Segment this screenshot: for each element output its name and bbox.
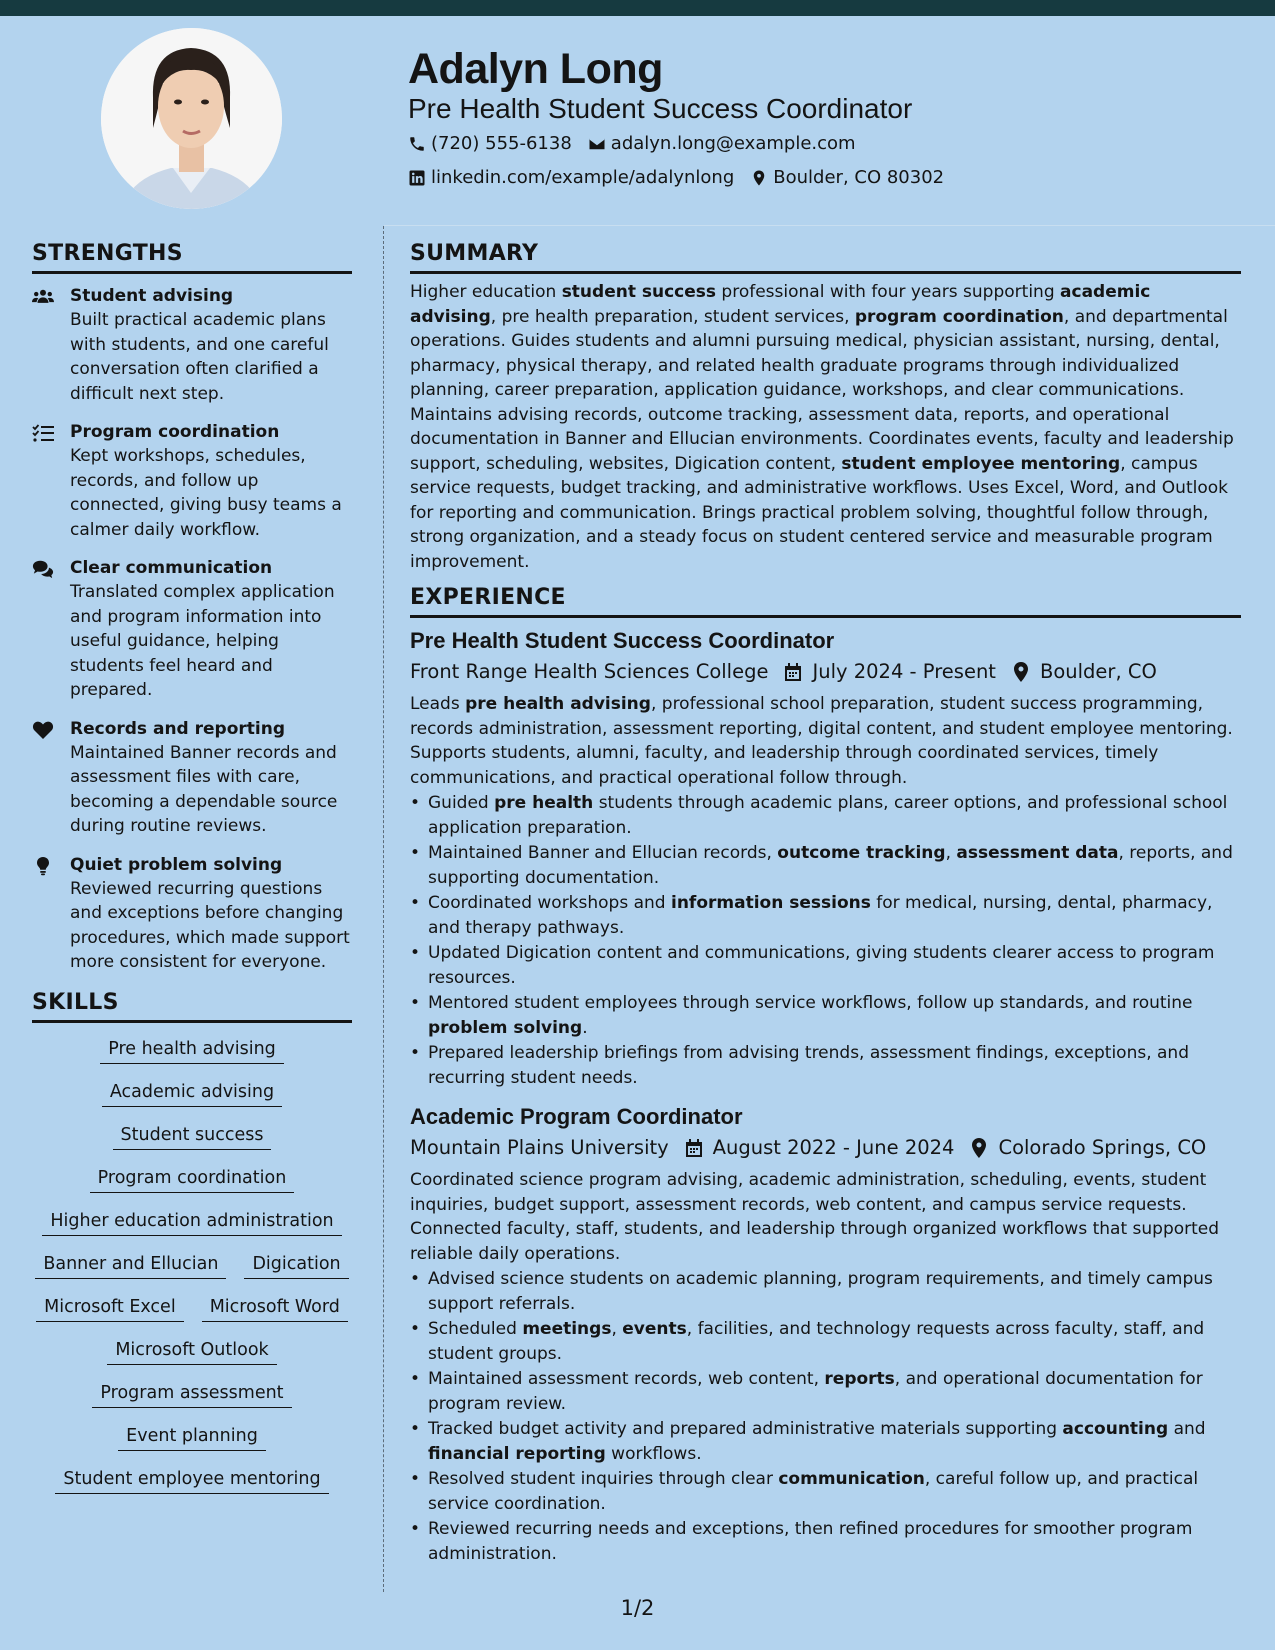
job-bullet: • Coordinated workshops and information sessions for medical, nursing, dental, pharmacy, and therapy pathways. — [410, 891, 1241, 940]
heart-icon — [32, 720, 54, 740]
strength-item — [32, 717, 352, 839]
top-bar — [0, 0, 1275, 16]
job-location-wrap — [970, 1132, 1206, 1164]
job-location: Boulder, CO — [1039, 660, 1157, 683]
job-title: Pre Health Student Success Coordinator — [410, 628, 835, 653]
summary-heading: SUMMARY — [410, 240, 1241, 274]
profile-photo — [101, 28, 282, 209]
strength-item — [32, 853, 352, 975]
job-dates-wrap — [784, 656, 996, 688]
candidate-title: Pre Health Student Success Coordinator — [408, 93, 913, 124]
bold-phrase: pre health — [494, 793, 594, 813]
job-bullets — [410, 1267, 1241, 1566]
contact-row-1 — [408, 128, 960, 160]
job-bullet: • Tracked budget activity and prepared administrative materials supporting accounting and financial reporting workflows. — [410, 1417, 1241, 1466]
job-intro: Coordinated science program advising, academic administration, scheduling, events, student inquiries, budget support, assessment records, web content, and campus service requests. Connected faculty, staff, students, and leadership through organized workflows that supported reliable daily operations. — [410, 1170, 1220, 1264]
linkedin-text: linkedin.com/example/adalynlong — [431, 167, 735, 188]
column-divider — [383, 226, 384, 1592]
strength-desc: Kept workshops, schedules, records, and follow up connected, giving busy teams a calmer daily workflow. — [70, 446, 342, 540]
strength-title: Program coordination — [70, 422, 280, 442]
bold-phrase: problem solving — [428, 1017, 583, 1038]
experience-heading: EXPERIENCE — [410, 584, 1241, 618]
linkedin-contact[interactable] — [408, 162, 734, 194]
bold-phrase: accounting — [1062, 1419, 1169, 1439]
skill-tag: Academic advising — [102, 1080, 282, 1107]
job-bullets — [410, 791, 1241, 1090]
job-bullet: • Maintained assessment records, web content, reports, and operational documentation for program review. — [410, 1367, 1241, 1416]
page-number: 1/2 — [620, 1596, 655, 1620]
strength-title: Clear communication — [70, 558, 273, 578]
map-pin-icon — [1012, 662, 1030, 682]
job-title: Academic Program Coordinator — [410, 1104, 743, 1129]
strengths-list — [32, 284, 352, 975]
job-meta — [410, 656, 1241, 688]
job-dates-wrap — [685, 1132, 955, 1164]
skill-tag: Program coordination — [90, 1166, 295, 1193]
list-check-icon — [32, 423, 54, 443]
job-dates: July 2024 - Present — [812, 660, 996, 683]
skill-tag: Higher education administration — [42, 1209, 341, 1236]
job-location: Colorado Springs, CO — [998, 1136, 1207, 1159]
chat-bubbles-icon — [32, 559, 54, 579]
bold-phrase: pre health advising — [465, 694, 651, 714]
job-location-wrap — [1012, 656, 1157, 688]
bold-phrase: program coordination — [854, 306, 1064, 327]
skill-tag: Program assessment — [92, 1381, 291, 1408]
job-bullet: • Reviewed recurring needs and exceptions, then refined procedures for smoother program administration. — [410, 1517, 1241, 1566]
map-pin-icon — [970, 1138, 988, 1158]
job-dates: August 2022 - June 2024 — [712, 1136, 955, 1159]
location-contact — [750, 162, 944, 194]
strength-desc: Reviewed recurring questions and exceptions before changing procedures, which made support more consistent for everyone. — [70, 878, 350, 972]
job-meta — [410, 1132, 1241, 1164]
calendar-icon — [685, 1138, 703, 1158]
bold-phrase: outcome tracking — [777, 843, 946, 863]
header-divider — [384, 225, 1275, 226]
strengths-heading: STRENGTHS — [32, 240, 352, 274]
left-column — [32, 240, 352, 1510]
skill-tag: Banner and Ellucian — [35, 1252, 226, 1279]
job-bullet: • Prepared leadership briefings from advising trends, assessment findings, exceptions, and recurring student needs. — [410, 1041, 1241, 1090]
bold-phrase: reports — [824, 1369, 895, 1389]
strength-item — [32, 420, 352, 542]
bold-phrase: assessment data — [956, 843, 1119, 863]
calendar-icon — [784, 662, 802, 682]
email-text: adalyn.long@example.com — [610, 133, 856, 154]
users-icon — [32, 287, 54, 307]
job-bullet: • Advised science students on academic planning, program requirements, and timely campus support referrals. — [410, 1267, 1241, 1316]
bold-phrase: student success — [561, 282, 717, 302]
skill-tag: Pre health advising — [100, 1037, 284, 1064]
lightbulb-icon — [32, 856, 54, 876]
strength-desc: Translated complex application and program information into useful guidance, helping students feel heard and prepared. — [70, 582, 335, 700]
linkedin-icon — [408, 169, 426, 187]
email-contact[interactable] — [588, 128, 856, 160]
bold-phrase: academic advising — [410, 282, 1151, 327]
summary-text: Higher education student success professional with four years supporting academic advising, pre health preparation, student services, program coordination, and departmental operations. Guides students and alumni pursuing medical, physician assistant, nursing, dental, pharmacy, physical therapy, and related health graduate programs through individualized planning, career preparation, application guidance, workshops, and clear communications. Maintains advising records, outcome tracking, assessment data, reports, and operational documentation in Banner and Ellucian environments. Coordinates events, faculty and leadership support, scheduling, websites, Digication content, student employee mentoring, campus service requests, budget tracking, and administrative workflows. Uses Excel, Word, and Outlook for reporting and communication. Brings practical problem solving, thoughtful follow through, strong organization, and a steady focus on student centered service and measurable program improvement. — [410, 282, 1234, 572]
strength-title: Records and reporting — [70, 718, 285, 739]
job-bullet: • Maintained Banner and Ellucian records, outcome tracking, assessment data, reports, and supporting documentation. — [410, 841, 1241, 890]
skill-tag: Event planning — [118, 1424, 266, 1451]
job-bullet: • Mentored student employees through service workflows, follow up standards, and routine problem solving. — [410, 991, 1241, 1040]
bold-phrase: financial reporting — [428, 1443, 606, 1464]
skills-list — [32, 1037, 352, 1510]
phone-icon — [408, 135, 426, 153]
bold-phrase: events — [622, 1319, 687, 1339]
bold-phrase: student employee mentoring — [841, 453, 1121, 474]
skill-tag: Microsoft Word — [202, 1295, 348, 1322]
skills-heading: SKILLS — [32, 989, 352, 1023]
envelope-icon — [588, 135, 606, 153]
job-entry — [410, 626, 1241, 1090]
header — [408, 40, 960, 194]
bold-phrase: information sessions — [671, 893, 871, 913]
strength-item — [32, 556, 352, 703]
map-pin-icon — [750, 169, 768, 187]
skill-tag: Digication — [244, 1252, 348, 1279]
job-entry — [410, 1102, 1241, 1566]
phone-contact[interactable] — [408, 128, 572, 160]
strength-desc: Built practical academic plans with students, and one careful conversation often clarified a difficult next step. — [70, 310, 329, 404]
phone-text: (720) 555-6138 — [431, 133, 572, 154]
job-org: Front Range Health Sciences College — [410, 660, 769, 683]
candidate-name: Adalyn Long — [408, 45, 663, 93]
strength-title: Quiet problem solving — [70, 854, 283, 875]
job-bullet: • Resolved student inquiries through clear communication, careful follow up, and practical service coordination. — [410, 1467, 1241, 1516]
skill-tag: Student employee mentoring — [55, 1467, 328, 1494]
strength-title: Student advising — [70, 286, 234, 306]
skill-tag: Microsoft Outlook — [107, 1338, 276, 1365]
right-column — [410, 240, 1241, 1566]
job-bullet: • Guided pre health students through academic plans, career options, and professional school application preparation. — [410, 791, 1241, 840]
skill-tag: Microsoft Excel — [36, 1295, 184, 1322]
job-bullet: • Scheduled meetings, events, facilities, and technology requests across faculty, staff, and student groups. — [410, 1317, 1241, 1366]
job-bullet: • Updated Digication content and communications, giving students clearer access to program resources. — [410, 941, 1241, 990]
location-text: Boulder, CO 80302 — [773, 167, 945, 188]
job-intro: Leads pre health advising, professional school preparation, student success programming, records administration, assessment reporting, digital content, and student employee mentoring. Supports students, alumni, faculty, and leadership through coordinated services, timely communications, and practical operational follow through. — [410, 694, 1233, 788]
strength-item — [32, 284, 352, 406]
strength-desc: Maintained Banner records and assessment files with care, becoming a dependable source during routine reviews. — [70, 742, 338, 836]
contact-row-2 — [408, 162, 960, 194]
bold-phrase: communication — [778, 1469, 925, 1489]
skill-tag: Student success — [113, 1123, 272, 1150]
job-org: Mountain Plains University — [410, 1136, 669, 1159]
bold-phrase: meetings — [522, 1319, 612, 1339]
